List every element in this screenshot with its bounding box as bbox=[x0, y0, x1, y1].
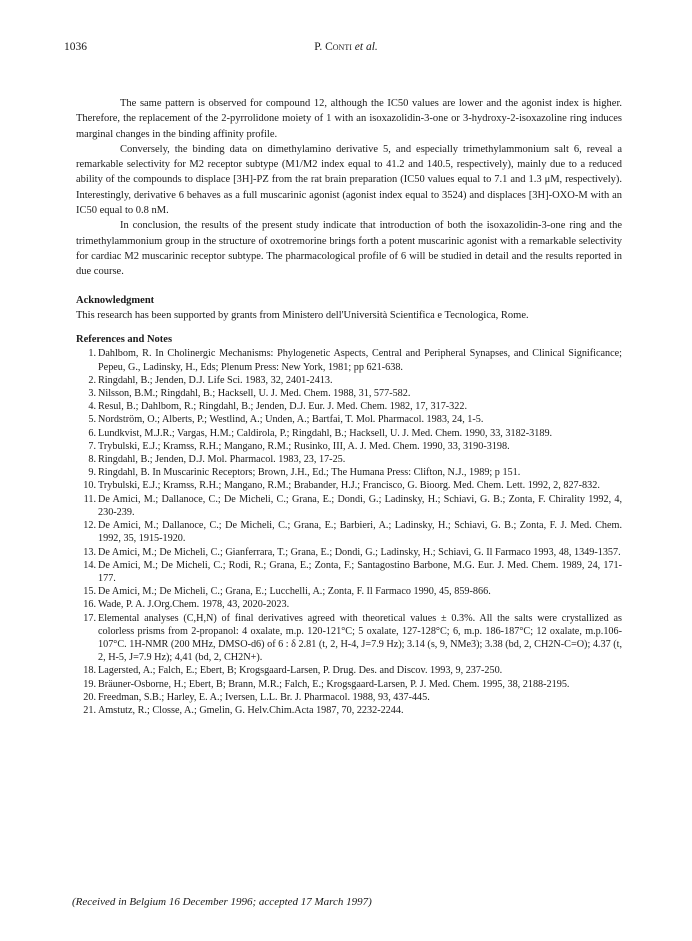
reference-item: 13. De Amici, M.; De Micheli, C.; Gianferrara, T.; Grana, E.; Dondi, G.; Ladinsky, H.; Schiavi, G. Il Farmaco 1993, 48, 1349-1357. bbox=[83, 546, 621, 558]
acknowledgment-text: This research has been supported by grants from Ministero dell'Università Scientifica e Tecnologica, Rome. bbox=[76, 309, 529, 321]
references-heading: References and Notes bbox=[76, 334, 173, 346]
reference-item: 19. Bräuner-Osborne, H.; Ebert, B; Brann, M.R.; Falch, E.; Krogsgaard-Larsen, P. J. Med. Chem. 1995, 38, 2188-2195. bbox=[83, 678, 570, 690]
reference-item: 21. Amstutz, R.; Closse, A.; Gmelin, G. Helv.Chim.Acta 1987, 70, 2232-2244. bbox=[83, 704, 404, 716]
reference-list bbox=[76, 347, 622, 717]
reference-item: 3. Nilsson, B.M.; Ringdahl, B.; Hacksell, U. J. Med. Chem. 1988, 31, 577-582. bbox=[88, 388, 411, 400]
reference-item: 12. De Amici, M.; Dallanoce, C.; De Micheli, C.; Grana, E.; Barbieri, A.; Ladinsky, H.; Schiavi, G. B.; Zonta, F. J. Med. Chem. 1992, 35, 1915-1920. bbox=[83, 520, 622, 545]
reference-item: 15. De Amici, M.; De Micheli, C.; Grana, E.; Lucchelli, A.; Zonta, F. Il Farmaco 1990, 45, 859-866. bbox=[83, 586, 491, 598]
reference-item: 10. Trybulski, E.J.; Kramss, R.H.; Mangano, R.M.; Brabander, H.J.; Francisco, G. Bioorg. Med. Chem. Lett. 1992, 2, 827-832. bbox=[83, 480, 600, 492]
reference-item: 11. De Amici, M.; Dallanoce, C.; De Micheli, C.; Grana, E.; Dondi, G.; Ladinsky, H.; Schiavi, G. B.; Zonta, F. Chirality 1992, 4, 230-239. bbox=[83, 493, 622, 518]
reference-item: 16. Wade, P. A. J.Org.Chem. 1978, 43, 2020-2023. bbox=[83, 599, 290, 611]
reference-item: 20. Freedman, S.B.; Harley, E. A.; Iversen, L.L. Br. J. Pharmacol. 1988, 93, 437-445. bbox=[83, 691, 430, 703]
body-text bbox=[76, 96, 622, 717]
reference-item: 14. De Amici, M.; De Micheli, C.; Rodi, R.; Grana, E.; Zonta, F.; Santagostino Barbone, M.G. Eur. J. Med. Chem. 1989, 24, 171-177. bbox=[83, 559, 622, 584]
page-number: 1036 bbox=[64, 41, 87, 53]
paragraph: In conclusion, the results of the present study indicate that introduction of both the isoxazolidin-3-one ring and the trimethylammonium group in the structure of oxotremorine brings forth a potent muscarinic agonist with a remarkable selectivity for cardiac M2 muscarinic receptor subtype. The pharmacological profile of 6 will be studied in detail and the results reported in due course. bbox=[76, 220, 622, 278]
reference-item: 1. Dahlbom, R. In Cholinergic Mechanisms: Phylogenetic Aspects, Central and Peripheral Synapses, and Clinical Significance; Pepeu, G., Ladinsky, H., Eds; Plenum Press: New York, 1981; pp 621-638. bbox=[88, 348, 622, 373]
running-header bbox=[64, 41, 628, 57]
paragraph: The same pattern is observed for compound 12, although the IC50 values are lower and the agonist index is higher. Therefore, the replacement of the 2-pyrrolidone moiety of 1 with an isoxazolidin-3-one or 3-hydroxy-2-isoxazoline ring induces marginal changes in the binding affinity profile. bbox=[76, 98, 622, 140]
running-title bbox=[64, 41, 628, 53]
received-dates: (Received in Belgium 16 December 1996; accepted 17 March 1997) bbox=[72, 896, 372, 908]
acknowledgment-heading: Acknowledgment bbox=[76, 294, 155, 306]
author-name: Conti bbox=[325, 41, 352, 53]
reference-item: 2. Ringdahl, B.; Jenden, D.J. Life Sci. 1983, 32, 2401-2413. bbox=[88, 374, 333, 386]
reference-item: 18. Lagersted, A.; Falch, E.; Ebert, B; Krogsgaard-Larsen, P. Drug. Des. and Discov. 1993, 9, 237-250. bbox=[83, 665, 503, 677]
reference-item: 6. Lundkvist, M.J.R.; Vargas, H.M.; Caldirola, P.; Ringdahl, B.; Hacksell, U. J. Med. Chem. 1990, 33, 3182-3189. bbox=[88, 427, 553, 439]
reference-item: 7. Trybulski, E.J.; Kramss, R.H.; Mangano, R.M.; Rusinko, III, A. J. Med. Chem. 1990, 33, 3190-3198. bbox=[88, 440, 510, 452]
reference-item: 9. Ringdahl, B. In Muscarinic Receptors; Brown, J.H., Ed.; The Humana Press: Clifton, N.J., 1989; p 151. bbox=[88, 467, 521, 479]
reference-item: 17. Elemental analyses (C,H,N) of final derivatives agreed with theoretical values ± 0.3%. All the salts were crystallized as colorless prisms from 2-propanol: 4 oxalate, m.p. 120-121°C; 5 oxalate, 127-128°C; 6, m.p. 186-187°C; 12 oxalate, m.p.106-107°C. 1H-NMR (200 MHz, DMSO-d6) of 6 : δ 2.81 (t, 2, H-4, J=7.9 Hz); 3.14 (s, 9, NMe3); 3.38 (bd, 2, CH2N-C=O); 4.37 (t, 2, H-5, J=7.9 Hz); 4,41 (bd, 2, CH2N+). bbox=[83, 612, 622, 664]
author-prefix: P. bbox=[314, 41, 326, 53]
reference-item: 8. Ringdahl, B.; Jenden, D.J. Mol. Pharmacol. 1983, 23, 17-25. bbox=[88, 454, 346, 466]
reference-item: 4. Resul, B.; Dahlbom, R.; Ringdahl, B.; Jenden, D.J. Eur. J. Med. Chem. 1982, 17, 317-322. bbox=[88, 401, 468, 413]
paragraph: Conversely, the binding data on dimethylamino derivative 5, and especially trimethylammonium salt 6, reveal a remarkable selectivity for M2 receptor subtype (M1/M2 index equal to 41.2 and 140.5, respectively), mainly due to a reduced ability of the compounds to displace [3H]-PZ from the rat brain preparation (IC50 values equal to 7.1 and 1.3 μM, respectively). Interestingly, derivative 6 behaves as a full muscarinic agonist (agonist index equal to 3524) and displaces [3H]-OXO-M with an IC50 equal to 0.8 nM. bbox=[76, 143, 622, 217]
author-suffix: et al. bbox=[351, 41, 378, 53]
reference-item: 5. Nordström, O.; Alberts, P.; Westlind, A.; Unden, A.; Bartfai, T. Mol. Pharmacol. 1983, 24, 1-5. bbox=[88, 414, 484, 426]
